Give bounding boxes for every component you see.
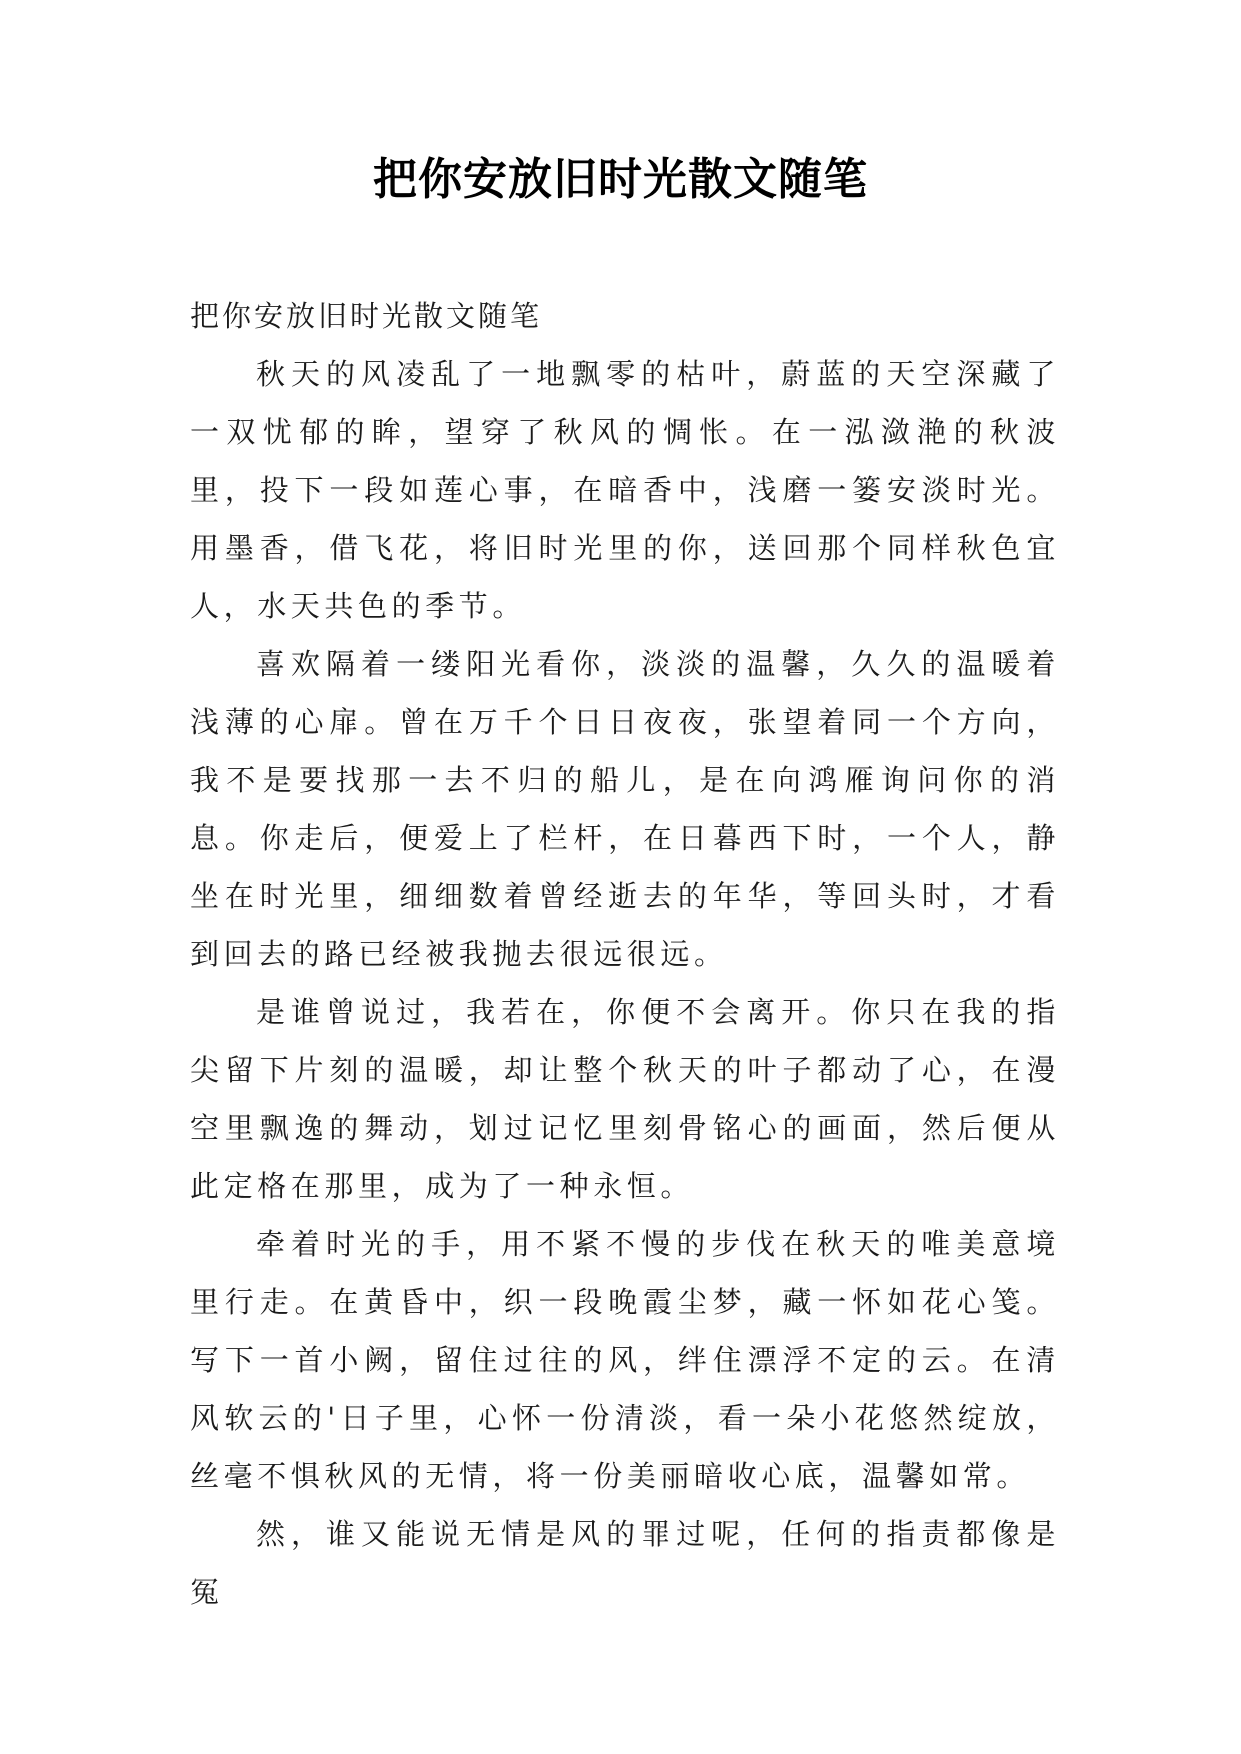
- paragraph-1: 秋天的风凌乱了一地飘零的枯叶，蔚蓝的天空深藏了一双忧郁的眸，望穿了秋风的惆怅。在一泓潋滟的秋波里，投下一段如莲心事，在暗香中，浅磨一篓安淡时光。用墨香，借飞花，将旧时光里的你，送回那个同样秋色宜人，水天共色的季节。: [190, 357, 1060, 623]
- document-body: [190, 287, 1060, 1621]
- paragraph-2: 喜欢隔着一缕阳光看你，淡淡的温馨，久久的温暖着浅薄的心扉。曾在万千个日日夜夜，张望着同一个方向，我不是要找那一去不归的船儿，是在向鸿雁询问你的消息。你走后，便爱上了栏杆，在日暮西下时，一个人，静坐在时光里，细细数着曾经逝去的年华，等回头时，才看到回去的路已经被我抛去很远很远。: [190, 647, 1060, 971]
- document-subtitle: 把你安放旧时光散文随笔: [190, 299, 543, 333]
- document-title: 把你安放旧时光散文随笔: [373, 154, 868, 205]
- paragraph-5: 然，谁又能说无情是风的罪过呢，任何的指责都像是冤: [190, 1517, 1060, 1609]
- paragraph-3: 是谁曾说过，我若在，你便不会离开。你只在我的指尖留下片刻的温暖，却让整个秋天的叶子都动了心，在漫空里飘逸的舞动，划过记忆里刻骨铭心的画面，然后便从此定格在那里，成为了一种永恒。: [190, 995, 1060, 1203]
- paragraph-4: 牵着时光的手，用不紧不慢的步伐在秋天的唯美意境里行走。在黄昏中，织一段晚霞尘梦，藏一怀如花心笺。写下一首小阙，留住过往的风，绊住漂浮不定的云。在清风软云的'日子里，心怀一份清淡，看一朵小花悠然绽放，丝毫不惧秋风的无情，将一份美丽暗收心底，温馨如常。: [190, 1227, 1060, 1493]
